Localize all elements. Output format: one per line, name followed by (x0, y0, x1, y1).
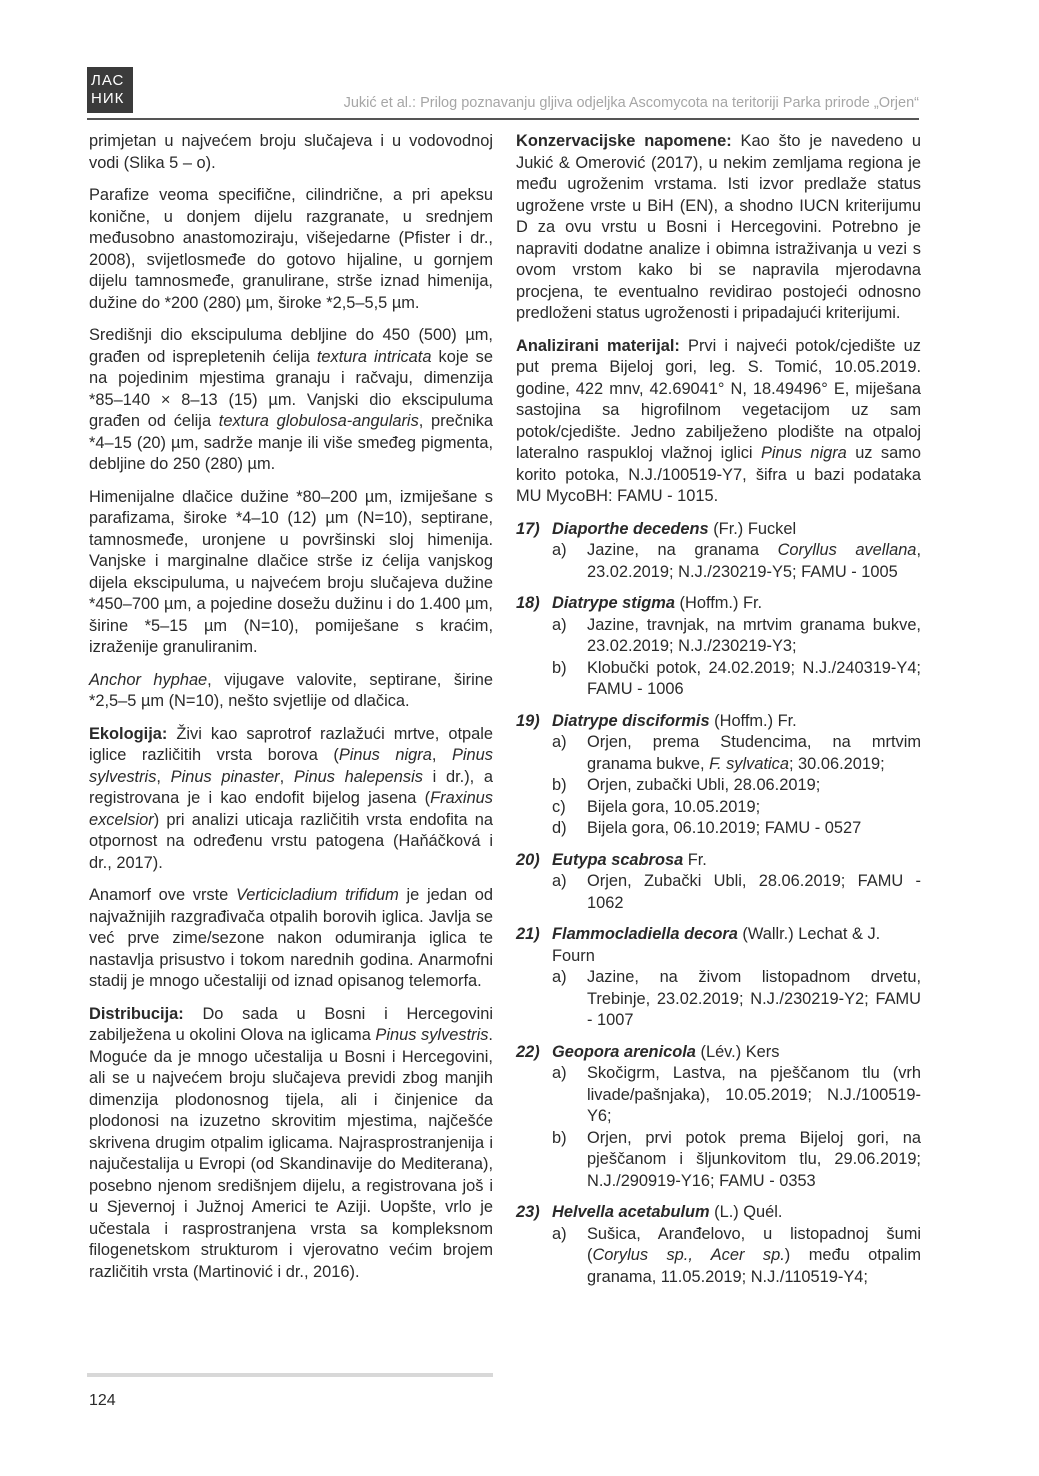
paragraph: Himenijalne dlačice dužine *80–200 µm, izmiješane s parafizama, široke *4–10 (12) µm (N=10), septirane, tamnosmeđe, uronjene u površinski sloj himenija. Vanjske i marginalne dlačice strše iz ćelija vanjskog dijela ekscipuluma, u najvećem broju slučajeva dužine *450–700 µm, a pojedine dosežu dužinu i do 1.400 µm, širine *5–15 µm (N=10), pomiješane s kraćim, izraženije granuliranim. (89, 487, 493, 656)
journal-logo (87, 67, 133, 113)
species-entry-19: 19) Diatrype disciformis (Hoffm.) Fr. a) Orjen, prema Studencima, na mrtvim granama bukve, F. sylvatica; 30.06.2019; b) Orjen, zubački Ubli, 28.06.2019; c) Bijela gora, 10.05.2019; d) Bijela gora, 06.10.2019; FAMU - 0527 (516, 711, 921, 837)
paragraph: Parafize veoma specifične, cilindrične, a pri apeksu konične, u donjem dijelu razgranate, u srednjem međusobno anastomoziraju, višejedarne (Pfister i dr., 2008), svijetlosmeđe do gotovo hijaline, u gornjem dijelu tamnosmeđe, granulirane, strše iznad himenija, dužine do *200 (280) µm, široke *2,5–5,5 µm. (89, 186, 493, 312)
page-number: 124 (89, 1392, 116, 1409)
left-column (89, 131, 493, 1294)
species-entry-22: 22) Geopora arenicola (Lév.) Kers a) Skočigrm, Lastva, na pješčanom tlu (vrh livade/pašnjaka), 10.05.2019; N.J./100519-Y6; b) Orjen, prvi potok prema Bijeloj gori, na pješčanom i šljunkovitom tlu, 29.06.2019; N.J./290919-Y16; FAMU - 0353 (516, 1042, 921, 1190)
species-entry-17: 17) Diaporthe decedens (Fr.) Fuckel a) Jazine, na granama Coryllus avellana, 23.02.2019; N.J./230219-Y5; FAMU - 1005 (516, 519, 921, 581)
running-header: Jukić et al.: Prilog poznavanju gljiva odjeljka Ascomycota na teritoriji Parka prirode „Orjen“ (343, 95, 919, 111)
logo-line-1: ЛАС (91, 72, 125, 89)
paragraph: Središnji dio ekscipuluma debljine do 450 (500) µm, građen od isprepletenih ćelija textura intricata koje se na pojedinim mjestima granaju i račvaju, dimenzija *85–140 × 8–13 (15) µm. Vanjski dio ekscipuluma građen od ćelija textura globulosa-angularis, prečnika *4–15 (20) µm, sadrže manje ili više smeđeg pigmenta, debljine do 250 (280) µm. (89, 326, 494, 473)
header-rule (87, 118, 919, 120)
logo-line-2: НИК (91, 90, 125, 107)
species-entry-21: 21) Flammocladiella decora (Wallr.) Lechat & J. Fourn a) Jazine, na živom listopadnom drvetu, Trebinje, 23.02.2019; N.J./230219-Y2; FAMU - 1007 (516, 925, 921, 1029)
ecology-paragraph: Ekologija: Živi kao saprotrof razlažući mrtve, otpale iglice različitih vrsta borova (Pinus nigra, Pinus sylvestris, Pinus pinaster, Pinus halepensis i dr.), a registrovana je i kao endofit bijelog jasena (Fraxinus excelsior) pri analizi uticaja različitih vrsta endofita na otpornost na određenu vrstu patogena (Haňáčková i dr., 2017). (89, 724, 494, 872)
material-paragraph: Analizirani materijal: Prvi i najveći potok/cjedište uz put prema Bijeloj gori, leg. S. Tomić, 10.05.2019. godine, 422 mnv, 42.69041° N, 18.49496° E, miješana sastojina sa higrofilnom vegetacijom uz sam potok/cjedište. Jedno zabilježeno plodište na otpaloj lateralno raspukloj vlažnoj iglici Pinus nigra uz samo korito potoka, N.J./100519-Y7, šifra u bazi podataka MU MycoBH: FAMU - 1015. (516, 336, 921, 505)
paragraph: primjetan u najvećem broju slučajeva i u vodovodnoj vodi (Slika 5 – o). (89, 132, 493, 172)
paragraph: Anamorf ove vrste Verticicladium trifidum je jedan od najvažnijih razgrađivača otpalih borovih iglica. Javlja se već prve zime/sezone nakon odumiranja iglica te nastavlja prisustvo i tokom narednih godina. Anarmofni stadij je mnogo učestaliji od iznad opisanog telemorfa. (89, 886, 493, 990)
conservation-paragraph: Konzervacijske napomene: Kao što je navedeno u Jukić & Omerović (2017), u nekim zemljama regiona je među ugroženim vrstama. Isti izvor predlaže status ugrožene vrste u BiH (EN), a shodno IUCN kriterijumu D za ovu vrstu u Bosni i Hercegovini. Potrebno je napraviti dodatne analize i obimna istraživanja u vezi s ovom vrstom kako bi se napravila mjerodavna procjena, te eventualno revidirao postojeći odnosno predloženi status ugroženosti i pripadajući kriterijumi. (516, 132, 921, 322)
species-entry-23: 23) Helvella acetabulum (L.) Quél. a) Sušica, Aranđelovo, u listopadnoj šumi (Corylus sp., Acer sp.) među otpalim granama, 11.05.2019; N.J./110519-Y4; (516, 1203, 921, 1286)
distribution-paragraph: Distribucija: Do sada u Bosni i Hercegovini zabilježena u okolini Olova na iglicama Pinus sylvestris. Moguće da je mnogo učestalija u Bosni i Hercegovini, ali se u najvećem broju slučajeva previdi zbog manjih dimenzija plodonosnog tijela, ali i činjenice da plodonosi na izuzetno skrovitim mjestima, najčešće skrivena drugim otpalim iglicama. Najrasprostranjenija i najučestalija u Evropi (od Skandinavije do Mediterana), posebno njenom središnjem dijelu, a registrovana još i u Sjevernoj i Južnoj Americi te Aziji. Uopšte, vrlo je učestala i rasprostranjena vrsta sa kompleksnom filogenetskom strukturom i vjerovatno većim brojem različitih vrsta (Martinović i dr., 2016). (89, 1004, 493, 1281)
paragraph: Anchor hyphae, vijugave valovite, septirane, širine *2,5–5 µm (N=10), nešto svjetlije od dlačica. (89, 670, 493, 710)
species-entry-18: 18) Diatrype stigma (Hoffm.) Fr. a) Jazine, travnjak, na mrtvim granama bukve, 23.02.2019; N.J./230219-Y3; b) Klobučki potok, 24.02.2019; N.J./240319-Y4; FAMU - 1006 (516, 594, 921, 698)
footer-rule (87, 1373, 493, 1377)
right-column (516, 131, 921, 1298)
species-entry-20: 20) Eutypa scabrosa Fr. a) Orjen, Zubački Ubli, 28.06.2019; FAMU - 1062 (516, 850, 921, 912)
